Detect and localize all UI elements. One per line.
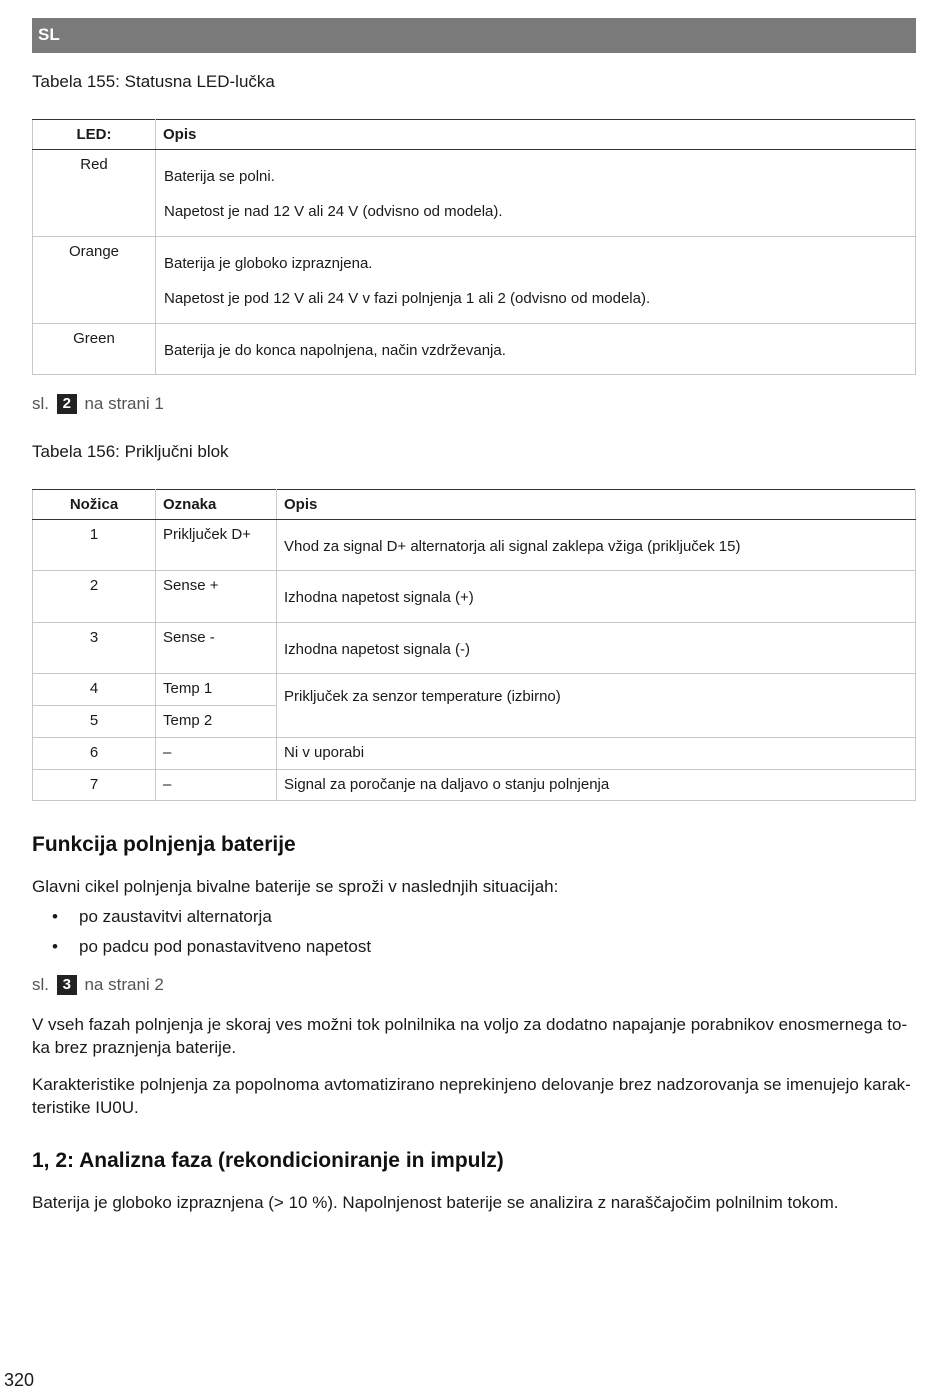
figure-ref-prefix: sl. — [32, 975, 49, 994]
table-row — [33, 674, 916, 706]
pin-cell: 7 — [33, 770, 156, 801]
column-header-pin: Nožica — [33, 490, 156, 520]
label-cell: Temp 1 — [156, 674, 277, 706]
figure-ref-suffix: na strani 2 — [84, 975, 164, 994]
pin-cell: 2 — [33, 571, 156, 623]
section-heading-analysis-phase: 1, 2: Analizna faza (rekondicioniranje in impulz) — [32, 1149, 504, 1172]
language-header-bar — [32, 18, 916, 53]
figure-number-badge: 3 — [57, 975, 77, 995]
column-header-label: Oznaka — [156, 490, 277, 520]
table-row — [33, 623, 916, 674]
charging-trigger-list — [32, 905, 371, 965]
column-header-description: Opis — [277, 490, 916, 520]
pin-cell: 5 — [33, 706, 156, 738]
list-item: • po padcu pod ponastavitveno napetost — [32, 935, 371, 965]
description-line: Napetost je nad 12 V ali 24 V (odvisno od modela). — [164, 203, 503, 220]
figure-reference-2[interactable] — [32, 975, 164, 995]
description-cell — [156, 150, 916, 237]
section-heading-charging-function: Funkcija polnjenja baterije — [32, 833, 296, 856]
column-header-led: LED: — [33, 120, 156, 150]
charging-intro-paragraph: Glavni cikel polnjenja bivalne baterije se sproži v naslednjih situacijah: — [32, 877, 559, 896]
table-155-caption: Tabela 155: Statusna LED-lučka — [32, 72, 275, 91]
label-cell: Temp 2 — [156, 706, 277, 738]
label-cell: Sense - — [156, 623, 277, 674]
table-row — [33, 571, 916, 623]
description-cell — [156, 237, 916, 324]
table-row — [33, 770, 916, 801]
figure-number-badge: 2 — [57, 394, 77, 414]
table-row — [33, 520, 916, 571]
pin-cell: 3 — [33, 623, 156, 674]
label-cell: Sense + — [156, 571, 277, 623]
table-row — [33, 324, 916, 375]
pin-cell: 6 — [33, 738, 156, 770]
label-cell: – — [156, 770, 277, 801]
figure-ref-suffix: na strani 1 — [84, 394, 164, 413]
page-number: 320 — [4, 1370, 35, 1390]
description-cell: Izhodna napetost signala (-) — [277, 623, 916, 674]
led-color-cell: Red — [33, 150, 156, 237]
led-color-cell: Green — [33, 324, 156, 375]
list-item: • po zaustavitvi alternatorja — [32, 905, 371, 935]
label-cell: – — [156, 738, 277, 770]
table-row — [33, 237, 916, 324]
description-cell: Ni v uporabi — [277, 738, 916, 770]
terminal-block-table — [32, 489, 916, 801]
table-row — [33, 150, 916, 237]
status-led-table — [32, 119, 916, 375]
description-line: Baterija se polni. — [164, 168, 275, 185]
led-color-cell: Orange — [33, 237, 156, 324]
column-header-description: Opis — [156, 120, 916, 150]
description-cell: Vhod za signal D+ alternatorja ali signal zaklepa vžiga (priključek 15) — [277, 520, 916, 571]
pin-cell: 1 — [33, 520, 156, 571]
description-cell: Izhodna napetost signala (+) — [277, 571, 916, 623]
description-line: Napetost je pod 12 V ali 24 V v fazi polnjenja 1 ali 2 (odvisno od modela). — [164, 290, 651, 307]
charging-characteristics-paragraph: Karakteristike polnjenja za popolnoma avtomatizirano neprekinjeno delovanje brez nadzorovanja se imenujejo karak-teristike IU0U. — [32, 1075, 911, 1117]
analysis-phase-paragraph: Baterija je globoko izpraznjena (> 10 %). Napolnjenost baterije se analizira z naraščajočim polnilnim tokom. — [32, 1193, 839, 1212]
pin-cell: 4 — [33, 674, 156, 706]
charging-current-paragraph: V vseh fazah polnjenja je skoraj ves možni tok polnilnika na voljo za dodatno napajanje porabnikov enosmernega to-ka brez praznjenja baterije. — [32, 1015, 908, 1057]
figure-ref-prefix: sl. — [32, 394, 49, 413]
table-row — [33, 738, 916, 770]
table-header-row — [33, 120, 916, 150]
language-code: SL — [38, 25, 60, 44]
description-line: Baterija je do konca napolnjena, način vzdrževanja. — [164, 342, 506, 359]
table-156-caption: Tabela 156: Priključni blok — [32, 442, 229, 461]
description-cell — [156, 324, 916, 375]
description-cell: Signal za poročanje na daljavo o stanju polnjenja — [277, 770, 916, 801]
figure-reference-1[interactable] — [32, 394, 164, 414]
description-line: Baterija je globoko izpraznjena. — [164, 255, 373, 272]
label-cell: Priključek D+ — [156, 520, 277, 571]
table-header-row — [33, 490, 916, 520]
description-cell: Priključek za senzor temperature (izbirno) — [277, 674, 916, 738]
